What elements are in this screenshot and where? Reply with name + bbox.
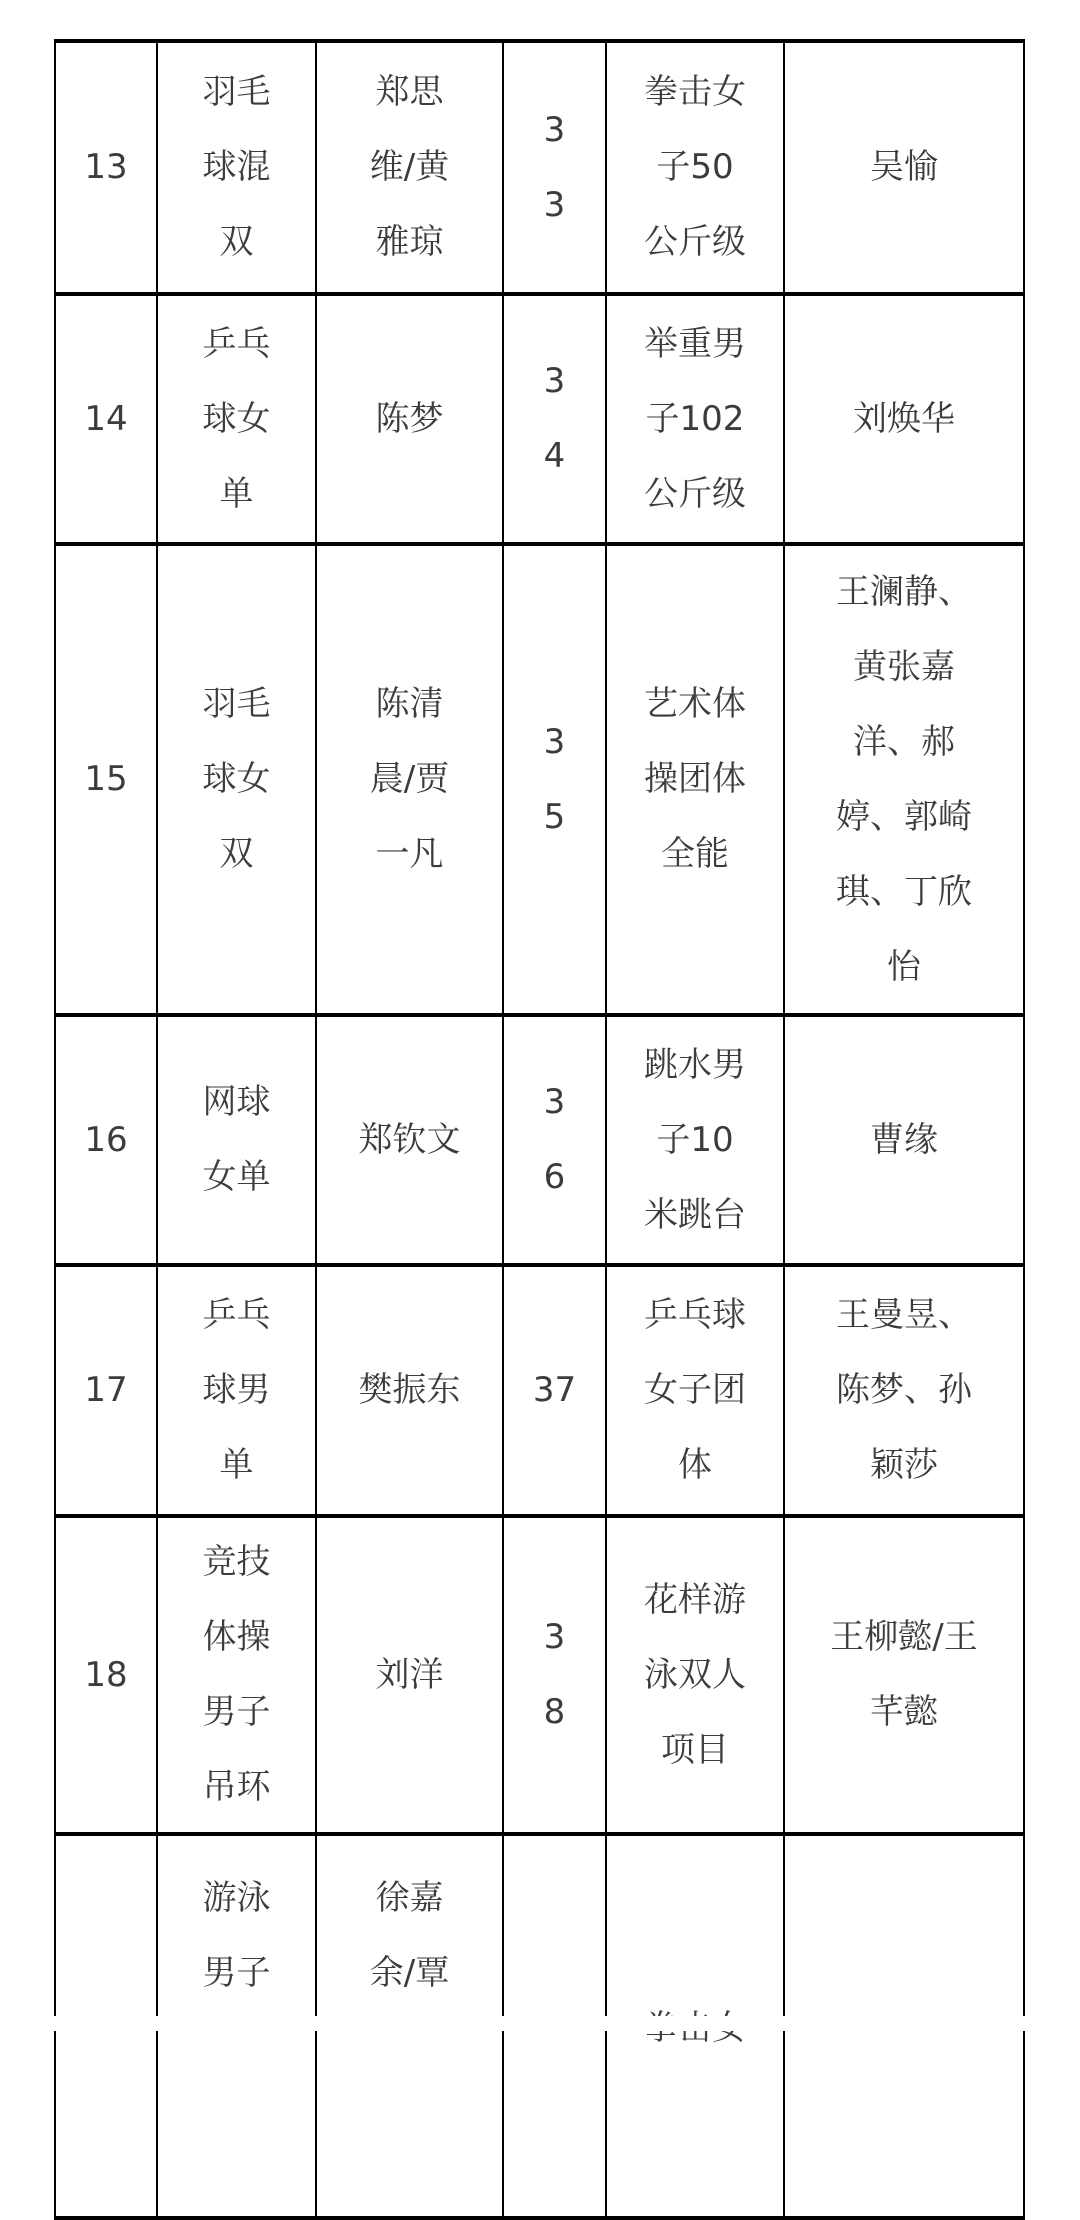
table-row <box>55 294 1024 544</box>
cell-text-line: 8 <box>543 1692 566 1732</box>
cell-text-line: 跳水男 <box>644 1044 746 1085</box>
event-cell <box>157 1516 316 1834</box>
cell-text-line: 体操 <box>202 1617 271 1657</box>
cell-text-line: 洋、郝 <box>853 721 955 762</box>
cell-text-line: 体 <box>678 1445 712 1485</box>
athlete-cell-right <box>784 1265 1024 1516</box>
medal-table-container <box>54 39 1028 2016</box>
cell-text-line: 吴愉 <box>870 147 938 187</box>
cell-text-line: 3 <box>543 721 566 762</box>
table-row <box>55 1015 1024 1265</box>
event-cell-right <box>606 294 784 544</box>
cell-text-line: 花样游 <box>644 1579 746 1620</box>
cell-text-line: 球混 <box>202 147 271 187</box>
cell-text-line: 颖莎 <box>870 1445 938 1485</box>
cell-text-line: 37 <box>532 1370 577 1410</box>
cell-text-line <box>158 2086 315 2161</box>
cell-text-line: 刘焕华 <box>853 398 955 439</box>
row-number-cell-right <box>503 1265 606 1516</box>
athlete-cell <box>316 1015 503 1265</box>
athlete-cell <box>316 1516 503 1834</box>
cell-text-line: 拳击女 <box>644 72 746 112</box>
cell-text-line: 王曼昱、 <box>836 1295 972 1335</box>
event-cell-right <box>606 1516 784 1834</box>
cell-text-line: 陈清 <box>375 684 444 724</box>
table-row <box>55 544 1024 1015</box>
athlete-cell <box>316 544 503 1015</box>
cell-text-line: 3 <box>543 361 566 401</box>
row-number-cell <box>55 544 157 1015</box>
cell-text-line: 怡 <box>887 946 921 987</box>
athlete-cell <box>316 294 503 544</box>
cell-text-line: 18 <box>84 1654 128 1695</box>
cell-text-line <box>504 1861 605 1936</box>
cell-text-line: 6 <box>543 1157 566 1197</box>
cell-text-line <box>56 1861 156 1936</box>
cell-text-line: 公斤级 <box>644 222 746 262</box>
cell-text-line: 米跳台 <box>644 1194 746 1235</box>
athlete-cell-right <box>784 41 1024 294</box>
cell-text-line: 3 <box>543 1617 566 1657</box>
cell-text-line: 举重男 <box>644 323 746 364</box>
cell-text-line: 琪、丁欣 <box>836 871 972 912</box>
cell-text-line: 公斤级 <box>644 473 746 514</box>
cell-text-line: 操团体 <box>644 759 746 799</box>
cell-text-line: 乒乓球 <box>644 1295 746 1335</box>
row-number-cell-right <box>503 1516 606 1834</box>
cell-text-line: 子50 <box>656 147 734 187</box>
row-number-cell <box>55 1516 157 1834</box>
row-number-cell-right <box>503 544 606 1015</box>
cell-text-line: 球女 <box>202 398 271 439</box>
cell-text-line: 17 <box>84 1370 128 1410</box>
cell-text-line: 郑思 <box>375 72 444 112</box>
row-number-cell <box>55 41 157 294</box>
cell-text-line: 乒乓 <box>202 1295 271 1335</box>
cell-text-line: 14 <box>84 398 128 439</box>
cell-text-line: 项目 <box>661 1729 729 1770</box>
cell-text-line: 3 <box>543 1082 566 1122</box>
cell-text-line: 婷、郭崎 <box>836 796 972 837</box>
athlete-cell <box>316 1265 503 1516</box>
event-cell <box>157 41 316 294</box>
cell-text-line: 一凡 <box>375 834 444 874</box>
cell-text-line: 陈梦、孙 <box>836 1370 972 1410</box>
cell-text-line: 羽毛 <box>202 72 271 112</box>
cell-text-line: 3 <box>543 109 566 150</box>
athlete-cell-right <box>784 544 1024 1015</box>
cell-text-line: 4 <box>543 436 566 476</box>
cell-text-line: 女子团 <box>644 1370 746 1410</box>
cell-text-line: 球男 <box>202 1370 271 1410</box>
cell-text-line: 女单 <box>202 1157 271 1197</box>
cell-text-line: 男子 <box>202 1692 271 1732</box>
cell-text-line: 吊环 <box>202 1767 271 1807</box>
cell-text-line: 王柳懿/王 <box>830 1617 978 1657</box>
athlete-cell-right <box>784 1015 1024 1265</box>
event-cell <box>157 544 316 1015</box>
cell-text-line: 晨/贾 <box>369 759 450 799</box>
table-row <box>55 41 1024 294</box>
cell-text-line: 竞技 <box>202 1542 271 1582</box>
cell-text-line: 雅琼 <box>375 222 444 262</box>
row-number-cell-right <box>503 294 606 544</box>
cell-text-line <box>607 2066 783 2141</box>
cell-text-line: 黄张嘉 <box>853 646 955 687</box>
cell-text-line: 单 <box>219 473 254 514</box>
cell-text-line: 芊懿 <box>870 1692 938 1732</box>
row-number-cell-right <box>503 41 606 294</box>
cell-text-line <box>607 2141 783 2216</box>
event-cell-right <box>606 544 784 1015</box>
table-row <box>55 1516 1024 1834</box>
cell-text-line: 徐嘉 <box>375 1878 444 1918</box>
row-number-cell <box>55 1265 157 1516</box>
cell-text-line: 15 <box>84 759 128 799</box>
cell-text-line: 郑钦文 <box>358 1119 461 1160</box>
event-cell <box>157 1265 316 1516</box>
table-row <box>55 1265 1024 1516</box>
cell-text-line: 双 <box>219 834 254 874</box>
cell-text-line: 羽毛 <box>202 684 271 724</box>
cell-text-line: 3 <box>543 184 566 225</box>
cell-text-line: 樊振东 <box>358 1370 461 1410</box>
cell-text-line: 男子 <box>202 1953 271 1993</box>
event-cell <box>157 294 316 544</box>
event-cell-right <box>606 1015 784 1265</box>
cell-text-line: 单 <box>219 1445 254 1485</box>
cell-text-line: 艺术体 <box>644 684 746 724</box>
cell-text-line: 泳双人 <box>644 1654 746 1695</box>
athlete-cell-right <box>784 294 1024 544</box>
row-number-cell-right <box>503 1015 606 1265</box>
cell-text-line: 子10 <box>656 1119 734 1160</box>
cell-text-line: 全能 <box>661 834 729 874</box>
cell-text-line: 王澜静、 <box>836 571 972 612</box>
row-number-cell <box>55 1015 157 1265</box>
cell-text-line: 陈梦 <box>375 398 444 439</box>
medal-winners-table <box>54 39 1025 2220</box>
event-cell-right <box>606 1265 784 1516</box>
cell-text-line: 网球 <box>202 1082 271 1122</box>
event-cell <box>157 1015 316 1265</box>
event-cell-right <box>606 41 784 294</box>
cell-text-line: 维/黄 <box>369 147 450 187</box>
athlete-cell <box>316 41 503 294</box>
row-number-cell <box>55 294 157 544</box>
cell-text-line: 刘洋 <box>375 1654 444 1695</box>
cell-text-line <box>317 2086 502 2161</box>
page-bottom-margin <box>0 2016 1080 2031</box>
cell-text-line: 余/覃 <box>369 1953 450 1993</box>
cell-text-line: 游泳 <box>202 1878 271 1918</box>
table-body <box>55 41 1024 2218</box>
cell-text-line <box>785 1861 1023 1936</box>
cell-text-line: 曹缘 <box>870 1119 938 1160</box>
cell-text-line: 双 <box>219 222 254 262</box>
cell-text-line: 子102 <box>645 398 745 439</box>
cell-text-line: 球女 <box>202 759 271 799</box>
athlete-cell-right <box>784 1516 1024 1834</box>
cell-text-line: 乒乓 <box>202 323 271 364</box>
cell-text-line: 13 <box>84 147 128 187</box>
cell-text-line: 5 <box>543 796 566 837</box>
cell-text-line: 16 <box>84 1119 128 1160</box>
